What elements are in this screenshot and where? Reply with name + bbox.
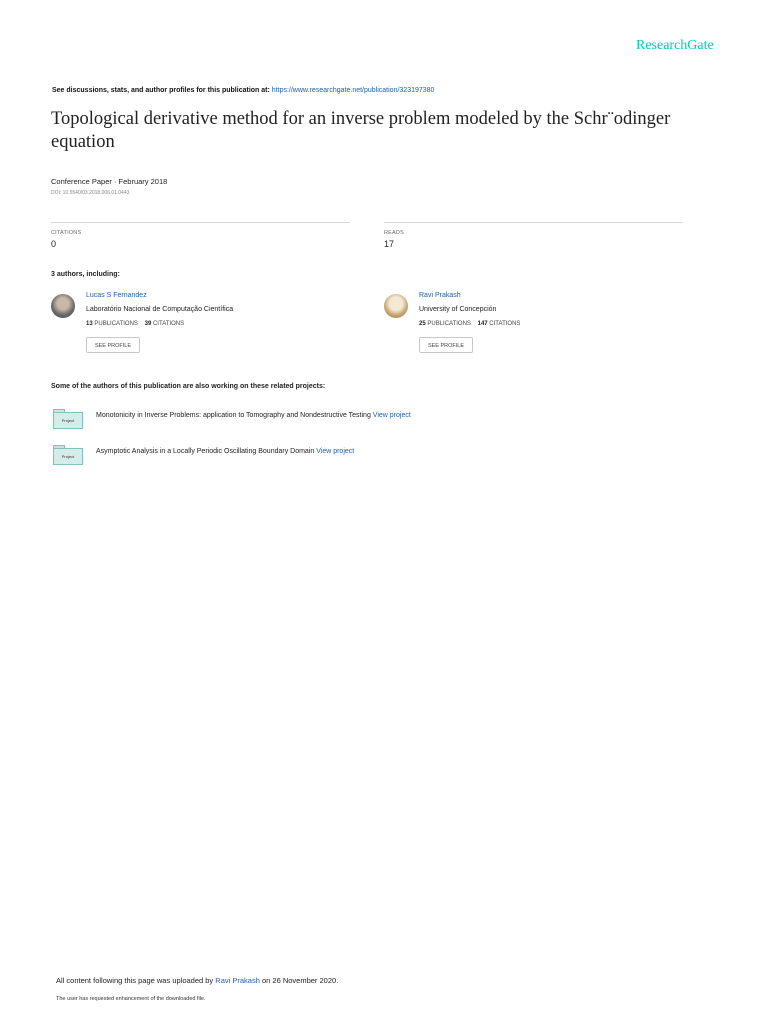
enhancement-note: The user has requested enhancement of the downloaded file. — [56, 996, 206, 1002]
see-profile-button[interactable]: SEE PROFILE — [419, 337, 473, 353]
view-project-link[interactable]: View project — [316, 448, 355, 455]
upload-suffix: on 26 November 2020. — [261, 976, 339, 985]
paper-title: Topological derivative method for an inverse problem modeled by the Schr¨odinger equation — [51, 109, 671, 152]
paper-doi: DOI: 10.5540/03.2018.006.01.0443 — [51, 190, 130, 196]
citations-label: CITATIONS — [489, 321, 521, 327]
see-discussions-line — [52, 87, 434, 94]
uploader-link[interactable]: Ravi Prakash — [215, 976, 260, 985]
publication-url-link[interactable]: https://www.researchgate.net/publication/323197380 — [271, 87, 435, 94]
author-name-link[interactable]: Ravi Prakash — [419, 292, 461, 299]
paper-meta: Conference Paper · February 2018 — [51, 177, 168, 186]
upload-prefix: All content following this page was uploaded by — [56, 976, 214, 985]
project-item — [53, 409, 713, 431]
citations-count: 39 — [144, 321, 152, 327]
publications-count: 25 — [419, 321, 426, 327]
author-stats — [419, 321, 520, 327]
author-name-link[interactable]: Lucas S Fernandez — [86, 292, 147, 299]
project-folder-icon — [53, 409, 83, 429]
publications-count: 13 — [86, 321, 93, 327]
view-project-link[interactable]: View project — [372, 412, 411, 419]
author-card — [384, 292, 664, 356]
citations-value: 0 — [51, 239, 57, 249]
author-card — [51, 292, 331, 356]
project-icon-label: Project — [53, 448, 83, 465]
authors-heading: 3 authors, including: — [51, 271, 120, 278]
see-profile-button[interactable]: SEE PROFILE — [86, 337, 140, 353]
project-text — [96, 412, 411, 419]
author-stats — [86, 321, 184, 327]
divider-left — [51, 222, 350, 223]
author-institution: Laboratório Nacional de Computação Científica — [86, 306, 234, 313]
citations-count: 147 — [477, 321, 488, 327]
reads-value: 17 — [384, 239, 395, 249]
publications-label: PUBLICATIONS — [94, 321, 138, 327]
project-item — [53, 445, 713, 467]
upload-notice — [56, 976, 338, 985]
divider-right — [384, 222, 683, 223]
citations-label: CITATIONS — [152, 321, 185, 327]
project-text — [96, 448, 354, 455]
projects-heading: Some of the authors of this publication are also working on these related projects: — [51, 383, 326, 390]
author-avatar[interactable] — [51, 294, 75, 318]
author-institution: University of Concepción — [419, 306, 497, 313]
project-folder-icon — [53, 445, 83, 465]
publications-label: PUBLICATIONS — [427, 321, 471, 327]
reads-label: READS — [384, 230, 404, 236]
author-avatar[interactable] — [384, 294, 408, 318]
project-icon-label: Project — [53, 412, 83, 429]
see-discussions-text: See discussions, stats, and author profiles for this publication at: — [52, 87, 270, 94]
researchgate-logo[interactable]: ResearchGate — [636, 38, 714, 53]
citations-label: CITATIONS — [51, 230, 82, 236]
project-title: Asymptotic Analysis in a Locally Periodic Oscillating Boundary Domain — [96, 448, 315, 455]
project-title: Monotonicity in Inverse Problems: application to Tomography and Nondestructive Testing — [96, 412, 371, 419]
